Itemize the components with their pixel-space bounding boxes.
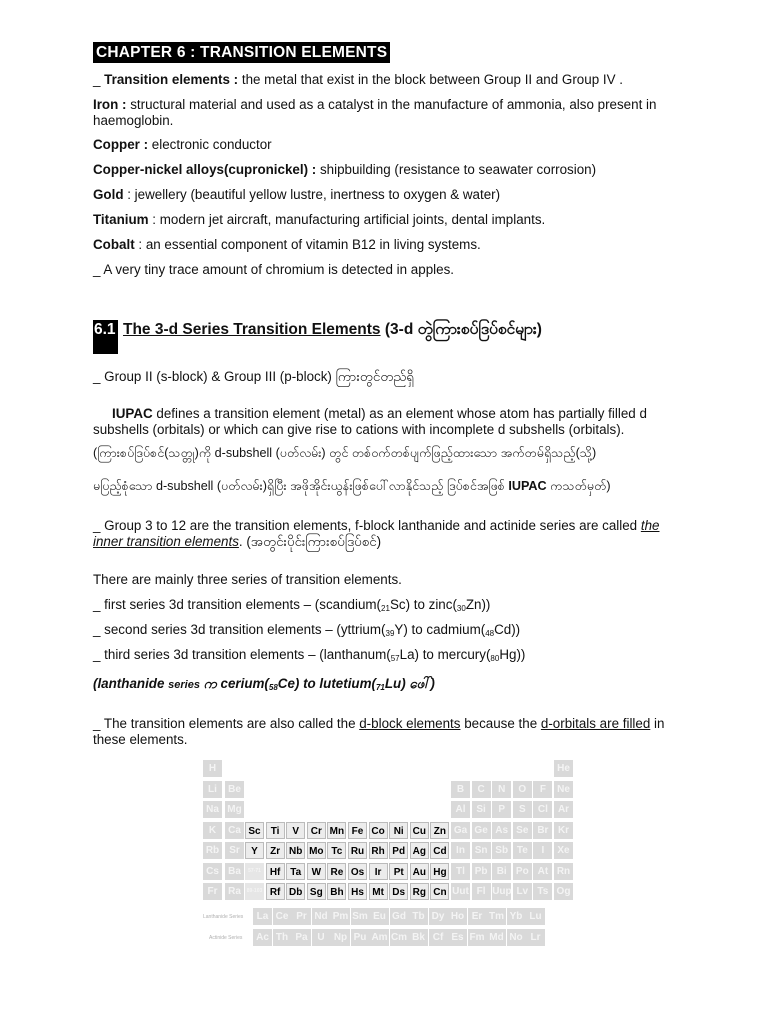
series-z2: 30 [456,604,466,613]
element-cell: Pu [351,929,370,946]
iupac-myanmar-2b: IUPAC [508,479,547,493]
iupac-myanmar-1: (ကြားစပ်ဒြပ်စင်(သတ္တု)ကို d-subshell (ပတ်လမ်း) တွင် တစ်ဝက်တစ်ပျက်ဖြည့်ထားသော အက်တမ်ရှိသည့်(သို့) [93,446,597,460]
element-cell: Ba [225,863,244,880]
element-cell: Au [410,863,429,880]
element-cell: Lr [526,929,545,946]
element-cell: Ar [554,801,573,818]
dblock-b: because the [460,716,541,731]
group3-paragraph [93,518,675,549]
element-cell: Si [472,801,491,818]
element-cell: Mo [307,842,326,859]
element-cell: Tl [451,863,470,880]
element-cell: Rb [203,842,222,859]
element-cell: Ta [286,863,305,880]
element-cell: Bi [492,863,511,880]
element-cell: Ga [451,822,470,839]
periodic-table [203,760,571,950]
element-cell: Rg [410,883,429,900]
intro-term: Titanium [93,212,149,227]
chapter-title: CHAPTER 6 : TRANSITION ELEMENTS [93,42,390,63]
section-number: 6.1 [93,320,118,354]
element-cell: Rn [554,863,573,880]
element-cell: Zn [430,822,449,839]
section-title-suffix: (3-d တွဲကြားစပ်ဒြပ်စင်များ) [380,321,542,338]
element-cell: N [492,781,511,798]
series-z1: 57 [390,654,400,663]
element-cell: Cr [307,822,326,839]
intro-item [93,72,675,88]
series-z1: 21 [381,604,390,613]
element-cell: Hg [430,863,449,880]
iupac-term: IUPAC [112,406,153,421]
element-cell: O [513,781,532,798]
element-cell: Gd [390,908,409,925]
section-heading [93,320,693,354]
element-cell: Cd [430,842,449,859]
element-cell: Ra [225,883,244,900]
lan-d: Ce) to lutetium( [277,676,376,691]
element-cell: Pa [292,929,311,946]
element-cell: Se [513,822,532,839]
element-cell: Ag [410,842,429,859]
intro-term: Gold [93,187,124,202]
element-cell: Ir [369,863,388,880]
iupac-text: defines a transition element (metal) as an element whose atom has partially filled d subshells (orbitals) or which can give rise to cations with incomplete d subshells (orbitals). [93,406,647,437]
element-cell: Mt [369,883,388,900]
element-cell: Md [487,929,506,946]
element-cell: Os [348,863,367,880]
element-cell: Ac [253,929,272,946]
element-cell: Ge [472,822,491,839]
element-cell: Eu [370,908,389,925]
element-cell: Bh [327,883,346,900]
element-cell: S [513,801,532,818]
element-cell: K [203,822,222,839]
element-cell: Cu [410,822,429,839]
element-cell: Cl [533,801,552,818]
series-s1: Y) to cadmium( [394,622,486,637]
element-cell: 57-71 [245,863,264,880]
element-cell: Rf [266,883,285,900]
group3-italic: the inner transition elements [93,518,660,549]
element-cell: Rh [369,842,388,859]
element-cell: Fr [203,883,222,900]
element-cell: As [492,822,511,839]
element-cell: Na [203,801,222,818]
series-z2: 48 [485,629,495,638]
group-line: _ Group II (s-block) & Group III (p-block) ကြားတွင်တည်ရှိ [93,369,414,384]
element-cell: Li [203,781,222,798]
element-cell: Sg [307,883,326,900]
intro-item [93,137,675,153]
element-cell: Hs [348,883,367,900]
element-cell: I [533,842,552,859]
series-z2: 80 [490,654,500,663]
element-cell: Bk [409,929,428,946]
element-cell: Sm [351,908,370,925]
element-cell: Dy [429,908,448,925]
intro-item [93,162,675,178]
element-cell: B [451,781,470,798]
element-cell: Cf [429,929,448,946]
intro-text: : jewellery (beautiful yellow lustre, inertness to oxygen & water) [123,187,501,202]
element-cell: F [533,781,552,798]
element-cell: La [253,908,272,925]
group3-tail: . (အတွင်းပိုင်းကြားစပ်ဒြပ်စင်) [238,533,382,549]
element-cell: Co [369,822,388,839]
intro-item [93,212,675,228]
element-cell: Nb [286,842,305,859]
intro-term: Copper-nickel alloys(cupronickel) : [93,162,317,177]
element-cell: Fl [472,883,491,900]
series-s2: Cd)) [494,622,521,637]
element-cell: Hf [266,863,285,880]
document-page [93,42,675,747]
element-cell: No [507,929,526,946]
element-cell: Nd [312,908,331,925]
intro-text: shipbuilding (resistance to seawater corrosion) [316,162,597,177]
element-cell: Cn [430,883,449,900]
dblock-a: _ The transition elements are also called the [93,716,360,731]
series-z1: 39 [385,629,395,638]
element-cell: Po [513,863,532,880]
element-cell: Ce [273,908,292,925]
element-cell: Og [554,883,573,900]
lan-z2: 71 [375,683,385,692]
intro-prefix: _ A very tiny trace amount of chromium is detected in apples. [93,262,454,277]
lan-b: series [168,679,200,691]
element-cell: Tb [409,908,428,925]
iupac-definition [93,406,675,437]
element-cell: P [492,801,511,818]
dblock-u1: d-block elements [359,716,461,731]
element-cell: Tc [327,842,346,859]
element-cell: Pt [389,863,408,880]
element-cell: Er [468,908,487,925]
element-cell: Sn [472,842,491,859]
element-cell: Be [225,781,244,798]
dblock-c: in these elements. [93,716,665,747]
element-cell: Xe [554,842,573,859]
element-cell: Fe [348,822,367,839]
series-s1: Sc) to zinc( [389,597,457,612]
element-cell: At [533,863,552,880]
lanthanide-series-label: Lanthanide Series [203,914,244,920]
element-cell: Ru [348,842,367,859]
dblock-u2: d-orbitals are filled [540,716,651,731]
intro-term: Copper : [93,137,149,152]
intro-text: structural material and used as a catalyst in the manufacture of ammonia, also present in haemoglobin. [93,97,657,128]
element-cell: Am [370,929,389,946]
element-cell: Lv [513,883,532,900]
series-item [93,597,490,617]
series-item [93,622,520,642]
element-cell: Br [533,822,552,839]
element-cell: Tm [487,908,506,925]
element-cell: Pb [472,863,491,880]
lanthanide-line [93,676,435,696]
element-cell: Ni [389,822,408,839]
element-cell: Ts [533,883,552,900]
element-cell: Y [245,842,264,859]
group3-text: _ Group 3 to 12 are the transition elements, f-block lanthanide and actinide series are called [93,518,641,533]
element-cell: Mg [225,801,244,818]
element-cell: H [203,760,222,777]
lan-c: က cerium( [199,676,269,691]
intro-text: : an essential component of vitamin B12 in living systems. [134,237,481,252]
element-cell: In [451,842,470,859]
element-cell: Pr [292,908,311,925]
lan-a: (lanthanide [93,676,169,691]
element-cell: Ho [448,908,467,925]
dblock-paragraph [93,716,675,747]
series-text: _ first series 3d transition elements – (scandium( [93,597,382,612]
element-cell: Kr [554,822,573,839]
element-cell: C [472,781,491,798]
element-cell: Yb [507,908,526,925]
element-cell: V [286,822,305,839]
series-text: _ second series 3d transition elements – (yttrium( [93,622,386,637]
element-cell: Zr [266,842,285,859]
element-cell: Cm [390,929,409,946]
iupac-myanmar-2c: ကသတ်မှတ်) [546,479,611,493]
series-s1: La) to mercury( [399,647,491,662]
element-cell: W [307,863,326,880]
series-item [93,647,525,667]
element-cell: Pd [389,842,408,859]
element-cell: Ca [225,822,244,839]
element-cell: Es [448,929,467,946]
section-title [123,320,542,340]
intro-item [93,187,675,203]
element-cell: Ds [389,883,408,900]
element-cell: Cs [203,863,222,880]
element-cell: Np [331,929,350,946]
intro-term: Cobalt [93,237,135,252]
iupac-myanmar-2 [93,479,611,495]
element-cell: Db [286,883,305,900]
series-text: _ third series 3d transition elements – (lanthanum( [93,647,391,662]
element-cell: 89-103 [245,883,264,900]
element-cell: Sr [225,842,244,859]
element-cell: He [554,760,573,777]
intro-term: Iron : [93,97,127,112]
element-cell: Lu [526,908,545,925]
element-cell: Te [513,842,532,859]
intro-text: : modern jet aircraft, manufacturing artificial joints, dental implants. [148,212,546,227]
element-cell: Ne [554,781,573,798]
element-cell: Pm [331,908,350,925]
intro-text: the metal that exist in the block between Group II and Group IV . [238,72,623,87]
intro-item [93,97,675,128]
intro-item [93,237,675,253]
lan-z1: 58 [268,683,278,692]
actinide-series-label: Actinide Series [209,935,243,941]
element-cell: Uut [451,883,470,900]
series-intro: There are mainly three series of transition elements. [93,572,402,587]
intro-term: Transition elements : [104,72,239,87]
element-cell: Ti [266,822,285,839]
intro-text: electronic conductor [148,137,272,152]
element-cell: Mn [327,822,346,839]
element-cell: Fm [468,929,487,946]
series-s2: Hg)) [499,647,526,662]
iupac-myanmar-2a: မပြည့်စုံသော d-subshell (ပတ်လမ်း)ရှိပြီး အဖိုအိုင်းယွန်းဖြစ်ပေါ်လာနိုင်သည့် ဒြပ်စင်အဖြစ် [93,479,509,493]
section-title-text: The 3-d Series Transition Elements [123,321,381,338]
intro-prefix: _ [93,72,105,87]
element-cell: U [312,929,331,946]
element-cell: Uup [492,883,511,900]
series-s2: Zn)) [465,597,491,612]
intro-item [93,262,675,278]
element-cell: Sc [245,822,264,839]
element-cell: Sb [492,842,511,859]
element-cell: Th [273,929,292,946]
element-cell: Re [327,863,346,880]
element-cell: Al [451,801,470,818]
lan-e: Lu) ဖေါ်) [384,676,435,691]
